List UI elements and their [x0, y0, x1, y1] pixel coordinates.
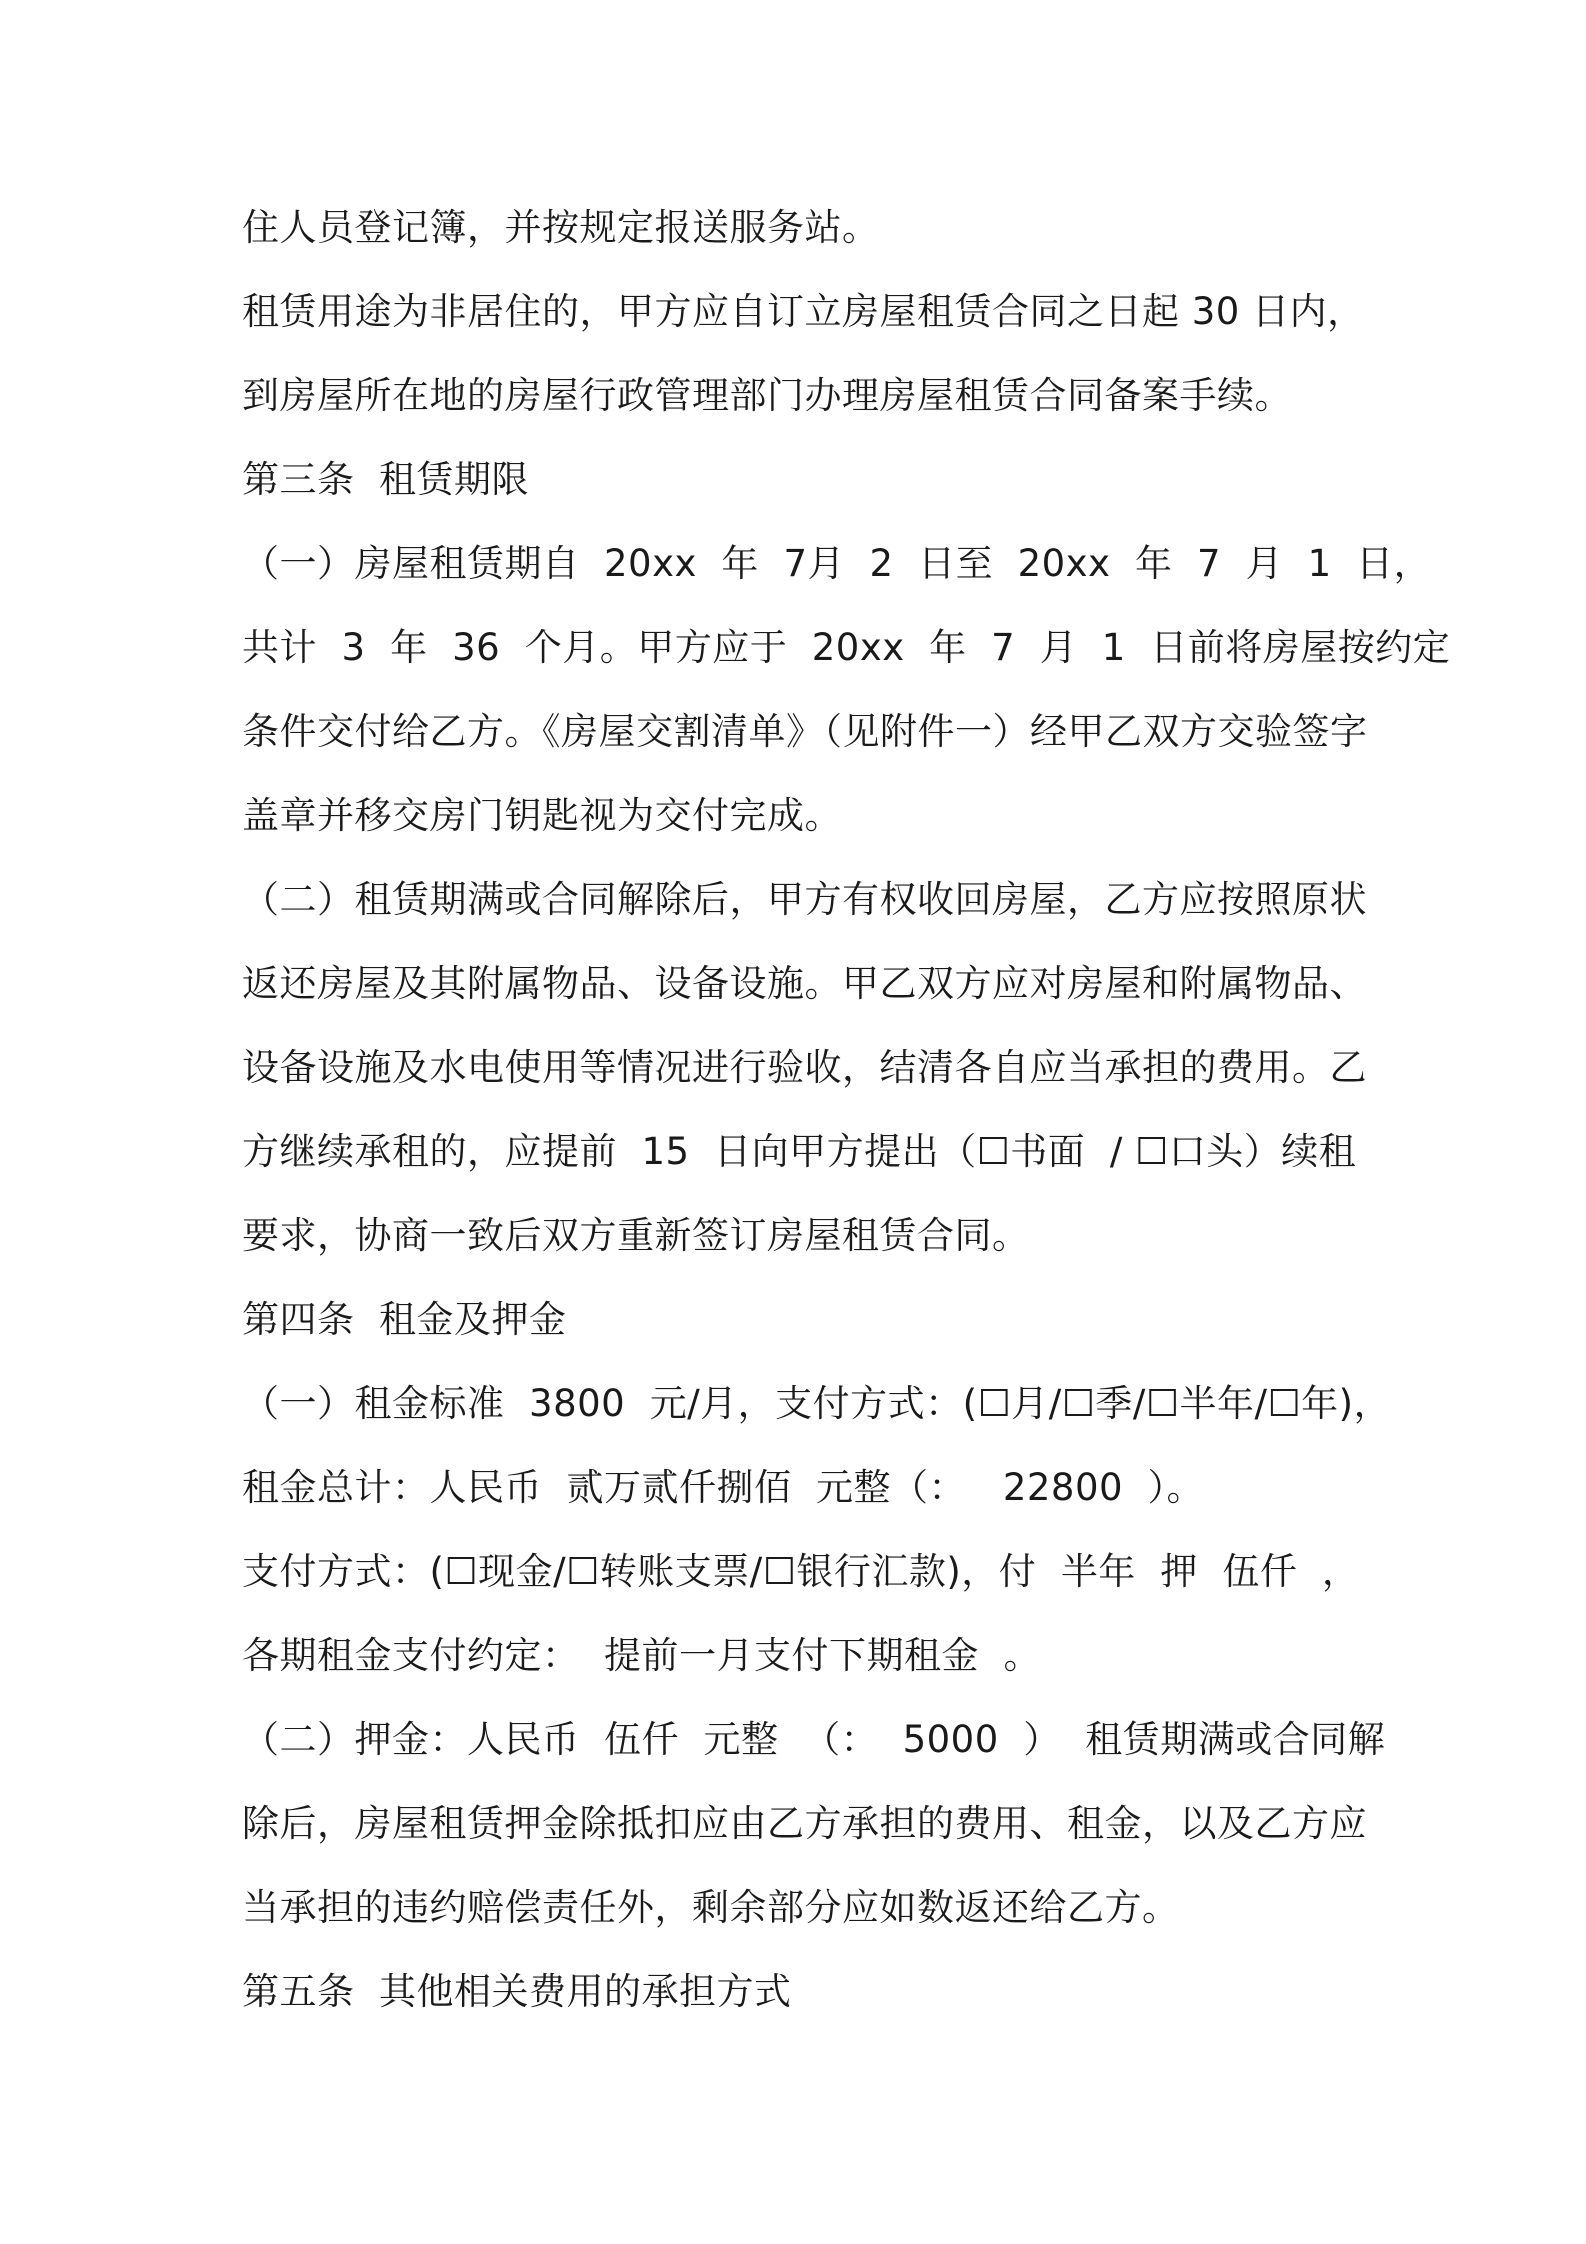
text-line: 各期租金支付约定： 提前一月支付下期租金 。	[242, 1634, 1042, 1677]
text-line: 除后，房屋租赁押金除抵扣应由乙方承担的费用、租金，以及乙方应	[242, 1802, 1367, 1845]
text-line: 返还房屋及其附属物品、设备设施。甲乙双方应对房屋和附属物品、	[242, 962, 1367, 1005]
text-line: 方继续承租的，应提前 15 日向甲方提出（☐书面 / ☐口头）续租	[242, 1130, 1357, 1173]
text-line: 条件交付给乙方。《房屋交割清单》（见附件一）经甲乙双方交验签字	[242, 710, 1368, 753]
text-line: 盖章并移交房门钥匙视为交付完成。	[242, 794, 842, 837]
text-line: 支付方式：(☐现金/☐转账支票/☐银行汇款)，付 半年 押 伍仟 ，	[242, 1550, 1360, 1593]
text-line: 设备设施及水电使用等情况进行验收，结清各自应当承担的费用。乙	[242, 1046, 1367, 1089]
section-heading-5: 第五条 其他相关费用的承担方式	[242, 1970, 792, 2013]
text-line: 租赁用途为非居住的，甲方应自订立房屋租赁合同之日起 30 日内，	[242, 290, 1365, 333]
text-line: 到房屋所在地的房屋行政管理部门办理房屋租赁合同备案手续。	[242, 374, 1292, 417]
text-line: 要求，协商一致后双方重新签订房屋租赁合同。	[242, 1214, 1030, 1257]
text-line: 当承担的违约赔偿责任外，剩余部分应如数返还给乙方。	[242, 1886, 1180, 1929]
text-line: （二）租赁期满或合同解除后，甲方有权收回房屋，乙方应按照原状	[242, 878, 1367, 921]
text-line: 租金总计：人民币 贰万贰仟捌佰 元整（： 22800 ）。	[242, 1466, 1205, 1509]
text-line: （一）租金标准 3800 元/月，支付方式：(☐月/☐季/☐半年/☐年)，	[242, 1382, 1392, 1425]
text-line: （一）房屋租赁期自 20xx 年 7月 2 日至 20xx 年 7 月 1 日，	[242, 542, 1432, 585]
section-heading-3: 第三条 租赁期限	[242, 458, 530, 501]
section-heading-4: 第四条 租金及押金	[242, 1298, 567, 1341]
text-line: （二）押金：人民币 伍仟 元整 （： 5000 ） 租赁期满或合同解	[242, 1718, 1386, 1761]
text-line: 住人员登记簿，并按规定报送服务站。	[242, 206, 880, 249]
text-line: 共计 3 年 36 个月。甲方应于 20xx 年 7 月 1 日前将房屋按约定	[242, 626, 1451, 669]
